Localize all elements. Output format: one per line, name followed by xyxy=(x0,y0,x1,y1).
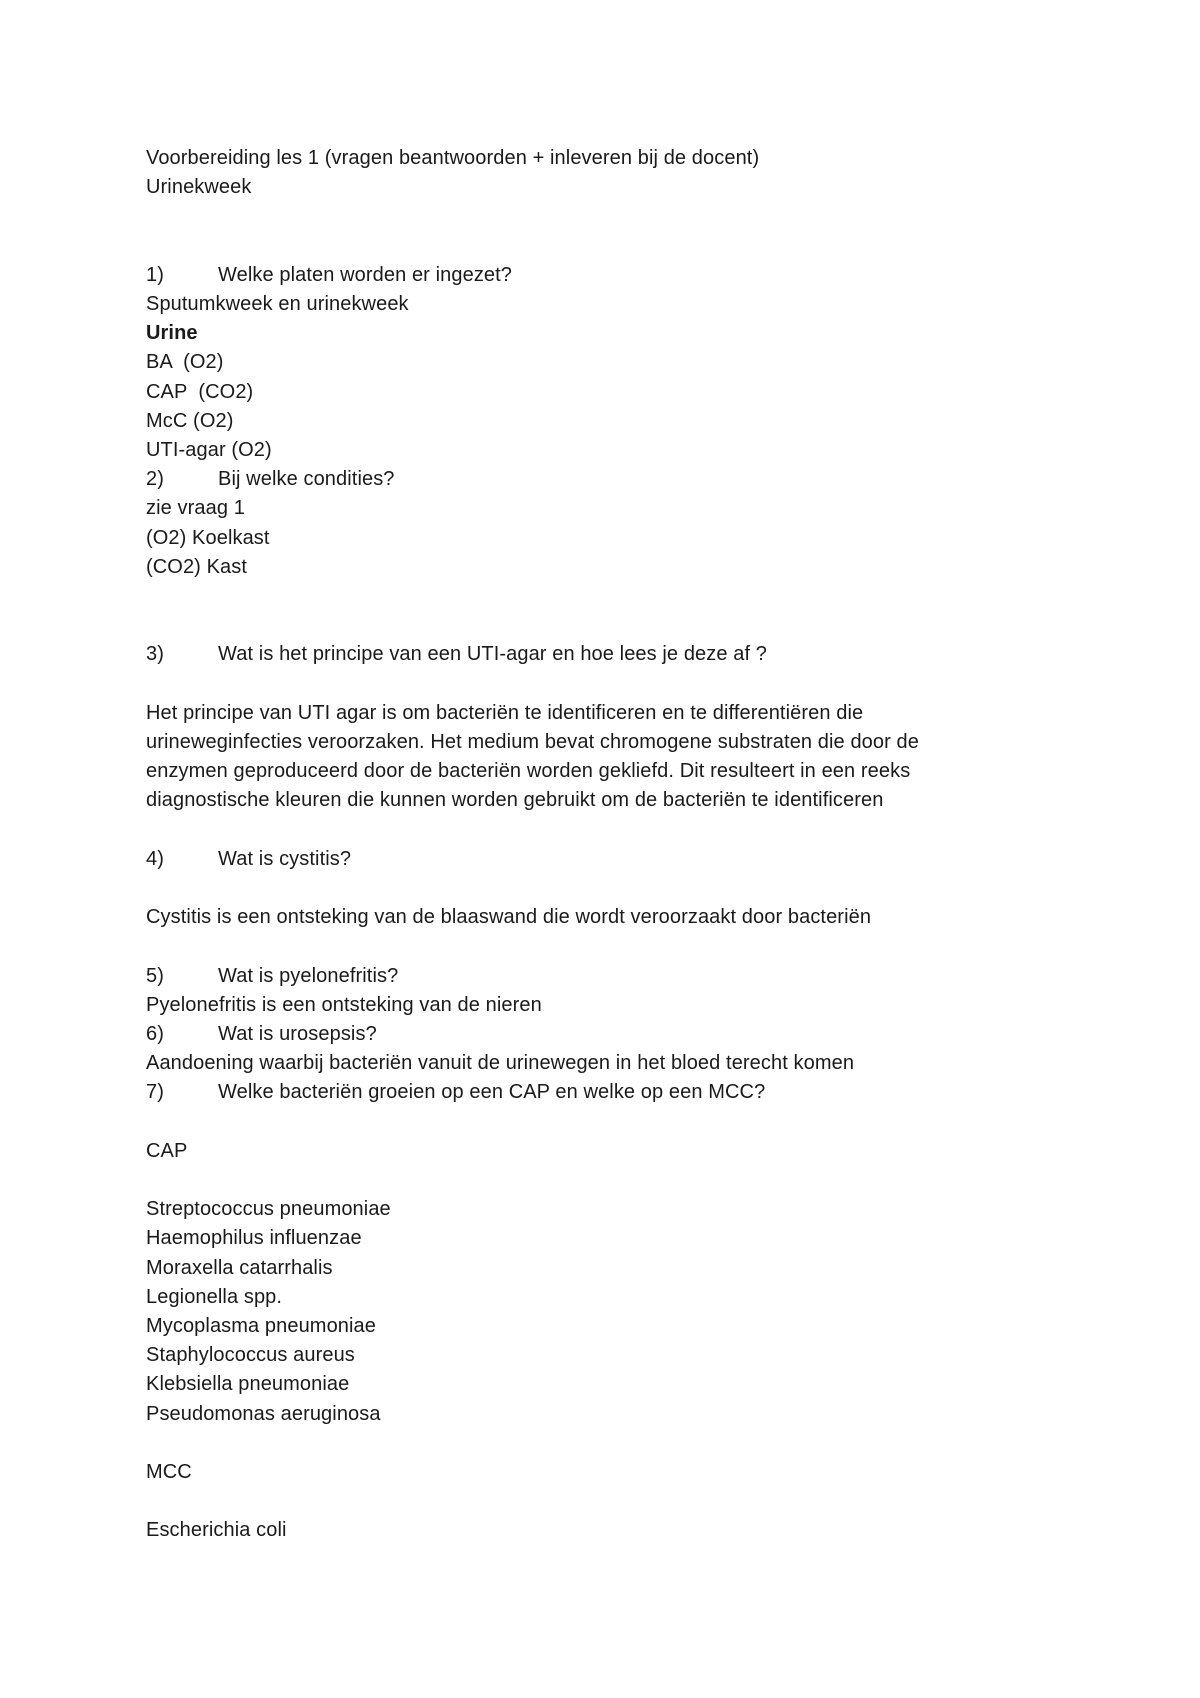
list-item: Legionella spp. xyxy=(146,1285,283,1308)
list-item: Streptococcus pneumoniae xyxy=(146,1198,391,1221)
answer-text: Het principe van UTI agar is om bacteriën te identificeren en te differentiëren die xyxy=(146,701,864,724)
question-number: 1) xyxy=(146,263,164,286)
spacer xyxy=(146,202,1046,260)
section-label-cap: CAP xyxy=(146,1139,188,1162)
question-text: Wat is cystitis? xyxy=(218,847,352,870)
section-label-urine: Urine xyxy=(146,322,198,345)
list-item: Staphylococcus aureus xyxy=(146,1344,355,1367)
answer-text: (O2) Koelkast xyxy=(146,526,270,549)
question-2 xyxy=(146,465,1046,494)
question-text: Wat is het principe van een UTI-agar en hoe lees je deze af ? xyxy=(218,643,767,666)
list-item: BA (O2) xyxy=(146,351,224,374)
question-3 xyxy=(146,640,1046,669)
list-item: Escherichia coli xyxy=(146,1519,287,1542)
question-text: Wat is urosepsis? xyxy=(218,1023,377,1045)
spacer xyxy=(146,932,1046,961)
list-item: McC (O2) xyxy=(146,409,234,432)
list-item: CAP (CO2) xyxy=(146,380,254,403)
document-subtitle: Urinekweek xyxy=(146,176,252,199)
question-number: 2) xyxy=(146,468,164,491)
question-text: Bij welke condities? xyxy=(218,468,395,491)
question-number: 4) xyxy=(146,847,164,870)
answer-text: Aandoening waarbij bacteriën vanuit de urinewegen in het bloed terecht komen xyxy=(146,1052,855,1075)
section-label-mcc: MCC xyxy=(146,1461,192,1483)
question-1 xyxy=(146,261,1046,290)
answer-text: diagnostische kleuren die kunnen worden gebruikt om de bacteriën te identificeren xyxy=(146,789,884,812)
answer-text: enzymen geproduceerd door de bacteriën worden gekliefd. Dit resulteert in een reeks xyxy=(146,760,911,783)
answer-text: urineweginfecties veroorzaken. Het medium bevat chromogene substraten die door de xyxy=(146,731,919,754)
question-text: Welke bacteriën groeien op een CAP en welke op een MCC? xyxy=(218,1081,766,1104)
spacer xyxy=(146,1108,1046,1137)
spacer xyxy=(146,1166,1046,1195)
answer-text: (CO2) Kast xyxy=(146,555,248,578)
spacer xyxy=(146,1487,1046,1516)
list-item: UTI-agar (O2) xyxy=(146,439,272,462)
list-item: Klebsiella pneumoniae xyxy=(146,1373,350,1396)
spacer xyxy=(146,874,1046,903)
question-number: 7) xyxy=(146,1081,164,1104)
answer-text: zie vraag 1 xyxy=(146,497,245,520)
answer-text: Pyelonefritis is een ontsteking van de nieren xyxy=(146,993,542,1016)
question-number: 3) xyxy=(146,643,164,666)
spacer xyxy=(146,670,1046,699)
question-number: 6) xyxy=(146,1023,164,1045)
document-body xyxy=(146,144,1046,1546)
answer-text: Sputumkweek en urinekweek xyxy=(146,293,409,315)
question-4 xyxy=(146,845,1046,874)
list-item: Pseudomonas aeruginosa xyxy=(146,1402,381,1425)
question-5 xyxy=(146,962,1046,991)
question-text: Wat is pyelonefritis? xyxy=(218,964,399,987)
document-title: Voorbereiding les 1 (vragen beantwoorden + inleveren bij de docent) xyxy=(146,147,760,169)
list-item: Moraxella catarrhalis xyxy=(146,1256,333,1279)
spacer xyxy=(146,816,1046,845)
list-item: Haemophilus influenzae xyxy=(146,1227,362,1250)
question-6 xyxy=(146,1020,1046,1049)
question-text: Welke platen worden er ingezet? xyxy=(218,263,513,286)
list-item: Mycoplasma pneumoniae xyxy=(146,1315,377,1337)
question-7 xyxy=(146,1078,1046,1107)
spacer xyxy=(146,582,1046,640)
question-number: 5) xyxy=(146,964,164,987)
answer-text: Cystitis is een ontsteking van de blaaswand die wordt veroorzaakt door bacteriën xyxy=(146,906,872,929)
spacer xyxy=(146,1429,1046,1458)
